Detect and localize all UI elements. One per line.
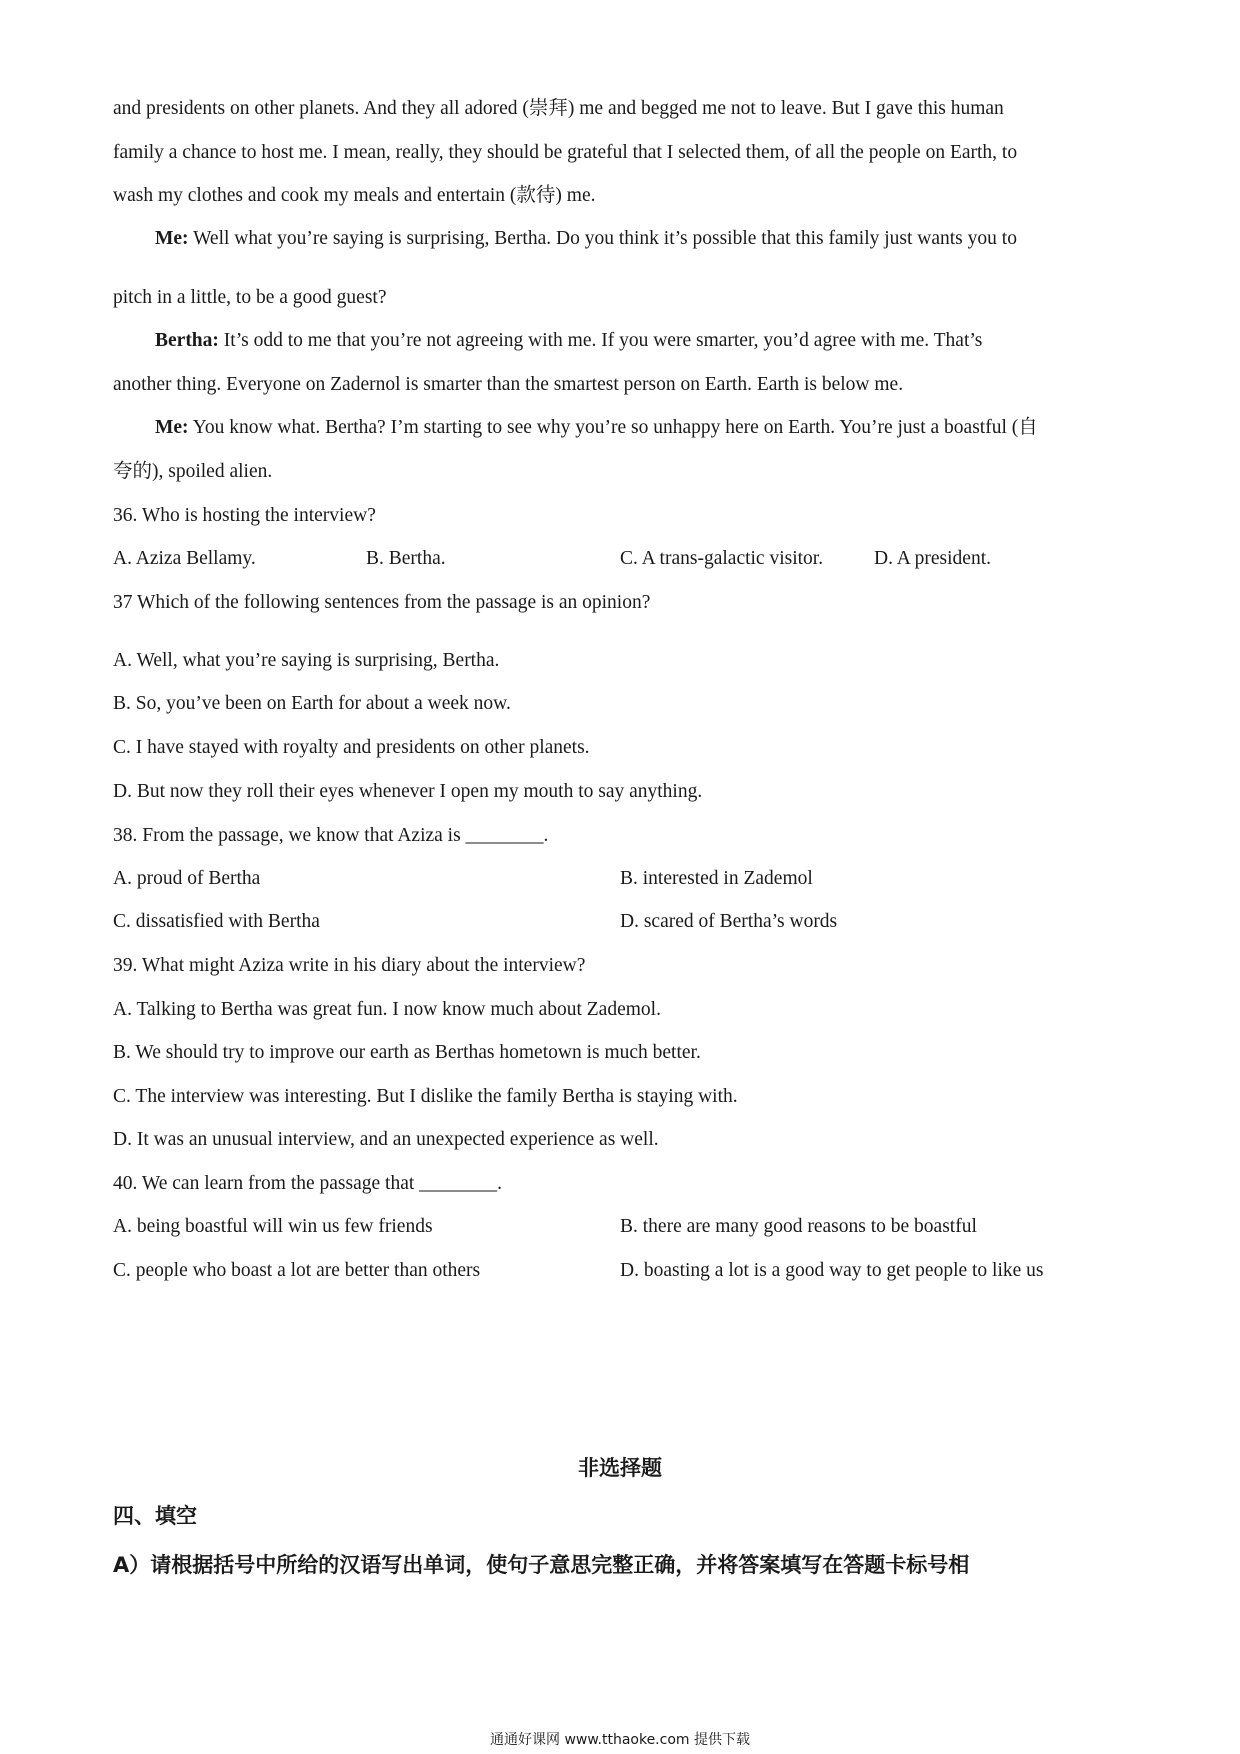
question-39-option-c: C. The interview was interesting. But I dislike the family Bertha is staying with.	[113, 1086, 738, 1107]
page-footer: 通通好课网 www.tthaoke.com 提供下载	[490, 1732, 750, 1748]
question-40-option-c: C. people who boast a lot are better than others	[113, 1260, 481, 1281]
question-38-option-c: C. dissatisfied with Bertha	[113, 911, 320, 932]
speaker-me: Me:	[155, 228, 189, 249]
question-38-option-b: B. interested in Zademol	[620, 868, 813, 889]
question-36-option-d: D. A president.	[874, 548, 991, 569]
passage-line-1: and presidents on other planets. And they all adored (崇拜) me and begged me not to leave. But I gave this human	[113, 98, 1004, 119]
dialogue-me-2-continued: 夸的), spoiled alien.	[113, 461, 273, 482]
dialogue-bertha-continued: another thing. Everyone on Zadernol is smarter than the smartest person on Earth. Earth is below me.	[113, 374, 904, 395]
question-36-option-b: B. Bertha.	[366, 548, 446, 569]
question-40-option-d: D. boasting a lot is a good way to get people to like us	[620, 1260, 1044, 1281]
question-39-stem: 39. What might Aziza write in his diary about the interview?	[113, 955, 586, 976]
dialogue-me-2	[155, 418, 1038, 438]
dialogue-text: You know what. Bertha? I’m starting to see why you’re so unhappy here on Earth. You’re just a boastful (自	[188, 417, 1038, 438]
question-40-option-a: A. being boastful will win us few friends	[113, 1216, 433, 1237]
section-title: 非选择题	[578, 1456, 662, 1480]
dialogue-bertha	[155, 331, 982, 351]
speaker-bertha: Bertha:	[155, 330, 219, 351]
question-38-option-a: A. proud of Bertha	[113, 868, 261, 889]
question-39-option-b: B. We should try to improve our earth as Berthas hometown is much better.	[113, 1042, 701, 1063]
speaker-me: Me:	[155, 417, 189, 438]
passage-line-3: wash my clothes and cook my meals and entertain (款待) me.	[113, 185, 596, 206]
question-36-option-a: A. Aziza Bellamy.	[113, 548, 256, 569]
question-37-option-b: B. So, you’ve been on Earth for about a week now.	[113, 693, 511, 714]
question-37-option-d: D. But now they roll their eyes whenever I open my mouth to say anything.	[113, 781, 703, 802]
question-37-option-a: A. Well, what you’re saying is surprising, Bertha.	[113, 650, 500, 671]
question-36-stem: 36. Who is hosting the interview?	[113, 505, 376, 526]
question-36-option-c: C. A trans-galactic visitor.	[620, 548, 824, 569]
question-37-option-c: C. I have stayed with royalty and presidents on other planets.	[113, 737, 590, 758]
question-38-option-d: D. scared of Bertha’s words	[620, 911, 838, 932]
dialogue-me-1-continued: pitch in a little, to be a good guest?	[113, 287, 387, 308]
part-title: 四、填空	[113, 1504, 197, 1528]
question-37-stem: 37 Which of the following sentences from the passage is an opinion?	[113, 592, 651, 613]
dialogue-text: Well what you’re saying is surprising, Bertha. Do you think it’s possible that this family just wants you to	[188, 228, 1017, 249]
question-40-stem: 40. We can learn from the passage that ________.	[113, 1173, 503, 1194]
passage-line-2: family a chance to host me. I mean, really, they should be grateful that I selected them, of all the people on Earth, to	[113, 142, 1018, 163]
question-38-stem: 38. From the passage, we know that Aziza is ________.	[113, 825, 549, 846]
question-39-option-d: D. It was an unusual interview, and an unexpected experience as well.	[113, 1129, 659, 1150]
dialogue-me-1	[155, 229, 1017, 249]
question-40-option-b: B. there are many good reasons to be boastful	[620, 1216, 977, 1237]
part-a-instruction: A）请根据括号中所给的汉语写出单词，使句子意思完整正确，并将答案填写在答题卡标号相	[113, 1553, 970, 1577]
question-39-option-a: A. Talking to Bertha was great fun. I now know much about Zademol.	[113, 999, 661, 1020]
dialogue-text: It’s odd to me that you’re not agreeing with me. If you were smarter, you’d agree with me. That’s	[218, 330, 983, 351]
